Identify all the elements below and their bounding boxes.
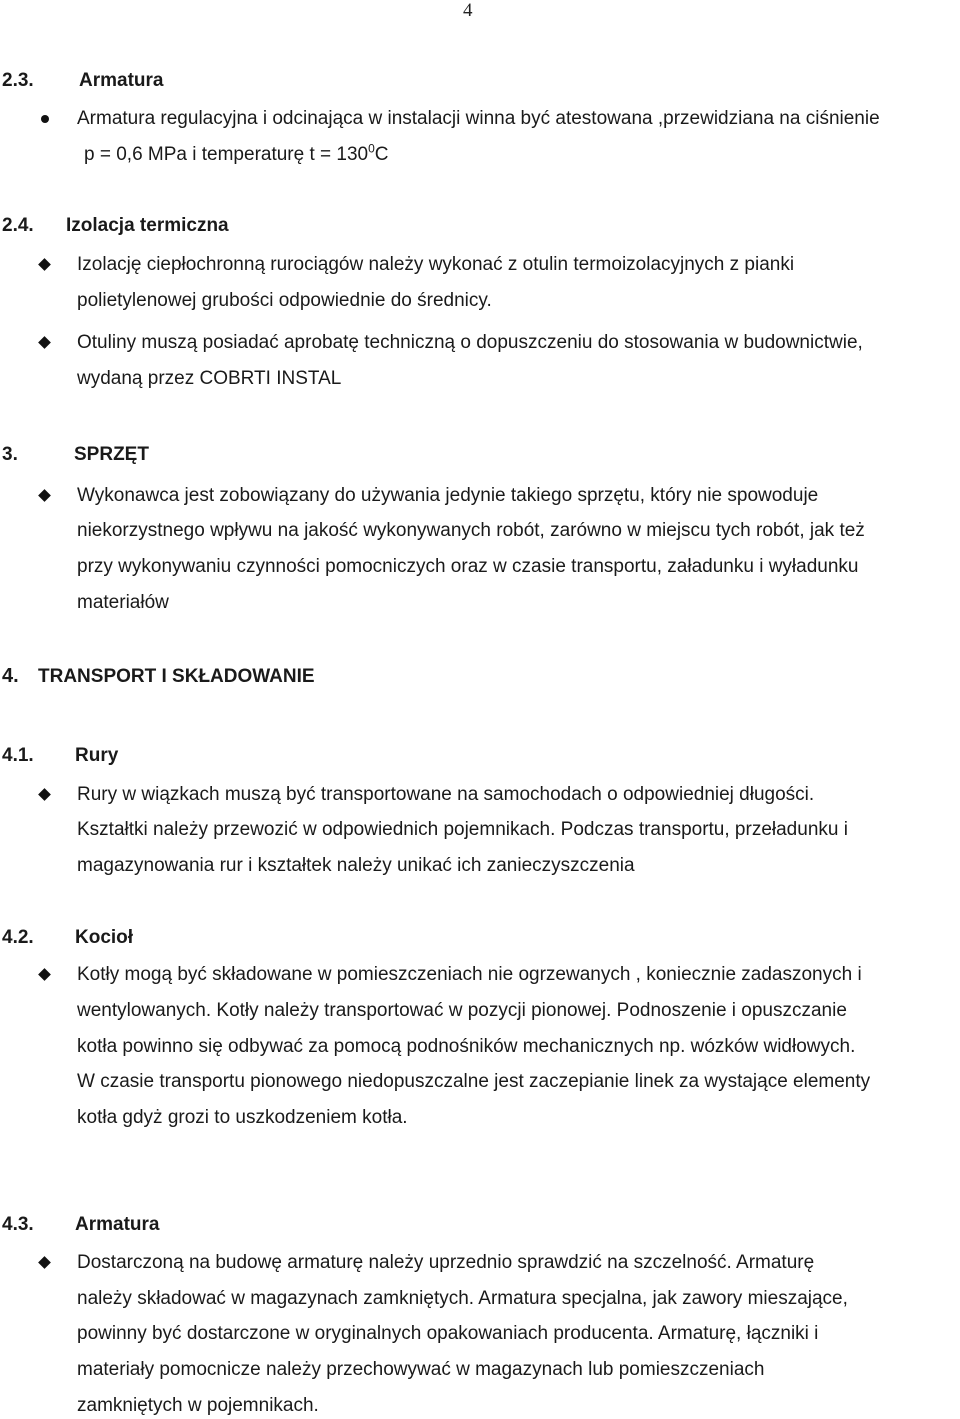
section-title: Armatura [79, 70, 164, 91]
paragraph-line: Dostarczoną na budowę armaturę należy uprzednio sprawdzić na szczelność. Armaturę [77, 1252, 815, 1273]
paragraph-line: wydaną przez COBRTI INSTAL [77, 368, 342, 389]
section-heading-2-4 [2, 215, 229, 237]
paragraph-line: przy wykonywaniu czynności pomocniczych oraz w czasie transportu, załadunku i wyładunku [77, 556, 859, 577]
section-number: 3. [2, 444, 18, 465]
bullet-diamond-icon [38, 968, 51, 981]
page-number: 4 [463, 0, 473, 21]
paragraph-line: Kotły mogą być składowane w pomieszczeniach nie ogrzewanych , koniecznie zadaszonych i [77, 964, 862, 985]
section-title: Izolacja termiczna [66, 215, 229, 236]
bullet-diamond-icon [38, 1256, 51, 1269]
paragraph-line: kotła gdyż grozi to uszkodzeniem kotła. [77, 1107, 408, 1128]
paragraph-line: polietylenowej grubości odpowiednie do średnicy. [77, 290, 492, 311]
section-heading-4-3 [2, 1214, 159, 1236]
section-heading-4-1 [2, 745, 118, 767]
section-number: 2.3. [2, 70, 34, 91]
bullet-diamond-icon [38, 258, 51, 271]
paragraph-line: magazynowania rur i kształtek należy unikać ich zanieczyszczenia [77, 855, 635, 876]
paragraph-line: kotła powinno się odbywać za pomocą podnośników mechanicznych np. wózków widłowych. [77, 1036, 856, 1057]
paragraph-line: p = 0,6 MPa i temperaturę $t = 130^0C$ [84, 141, 389, 165]
paragraph-line: materiałów [77, 592, 169, 613]
section-title: TRANSPORT I SKŁADOWANIE [38, 666, 315, 687]
paragraph-line: Rury w wiązkach muszą być transportowane na samochodach o odpowiedniej długości. [77, 784, 815, 805]
paragraph-line: materiały pomocnicze należy przechowywać w magazynach lub pomieszczeniach [77, 1359, 765, 1380]
paragraph-line: Izolację ciepłochronną rurociągów należy wykonać z otulin termoizolacyjnych z pianki [77, 254, 795, 275]
bullet-diamond-icon [38, 489, 51, 502]
paragraph-line: Wykonawca jest zobowiązany do używania jedynie takiego sprzętu, który nie spowoduje [77, 485, 819, 506]
paragraph-line: Otuliny muszą posiadać aprobatę techniczną o dopuszczeniu do stosowania w budownictwie, [77, 332, 863, 353]
section-number: 4.3. [2, 1214, 34, 1235]
section-title: SPRZĘT [74, 444, 149, 465]
bullet-dot-icon [41, 115, 49, 123]
paragraph-line: Kształtki należy przewozić w odpowiednich pojemnikach. Podczas transportu, przeładunku i [77, 819, 848, 840]
paragraph-line: należy składować w magazynach zamkniętych. Armatura specjalna, jak zawory mieszające, [77, 1288, 848, 1309]
bullet-diamond-icon [38, 336, 51, 349]
paragraph-line: wentylowanych. Kotły należy transportować w pozycji pionowej. Podnoszenie i opuszczanie [77, 1000, 847, 1021]
paragraph-line: zamkniętych w pojemnikach. [77, 1395, 319, 1416]
superscript: 0 [368, 141, 375, 156]
paragraph-line: powinny być dostarczone w oryginalnych opakowaniach producenta. Armaturę, łączniki i [77, 1323, 819, 1344]
section-number: 4. [2, 665, 19, 687]
bullet-diamond-icon [38, 788, 51, 801]
section-heading-2-3 [2, 70, 163, 92]
section-number: 4.1. [2, 745, 34, 766]
section-number: 2.4. [2, 215, 34, 236]
section-title: Rury [75, 745, 119, 766]
section-number: 4.2. [2, 927, 34, 948]
section-title: Kocioł [75, 927, 134, 948]
section-heading-4-2 [2, 927, 133, 949]
section-heading-4 [2, 665, 315, 688]
section-title: Armatura [75, 1214, 160, 1235]
paragraph-line: niekorzystnego wpływu na jakość wykonywanych robót, zarówno w miejscu tych robót, jak też [77, 520, 865, 541]
paragraph-line: W czasie transportu pionowego niedopuszczalne jest zaczepianie linek za wystające elementy [77, 1071, 871, 1092]
section-heading-3 [2, 444, 149, 466]
paragraph-line: Armatura regulacyjna i odcinająca w instalacji winna być atestowana ,przewidziana na ciśnienie [77, 108, 880, 129]
